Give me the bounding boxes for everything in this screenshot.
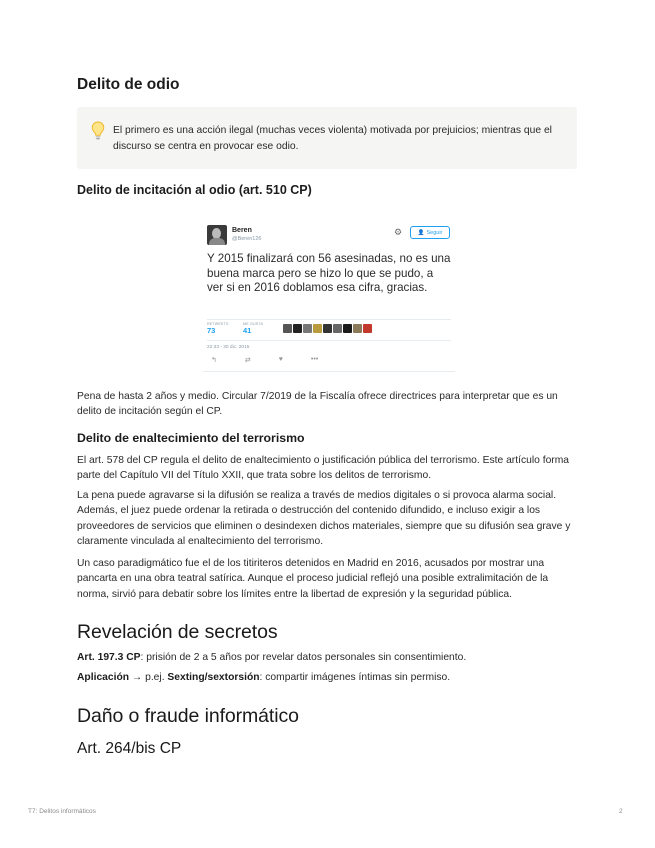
tweet-embed-image xyxy=(203,219,455,372)
avatar xyxy=(303,324,312,333)
heading-revelacion-secretos: Revelación de secretos xyxy=(77,621,278,643)
lightbulb-icon xyxy=(91,121,105,141)
sexting-bold: Sexting/sextorsión xyxy=(167,672,260,683)
retweets-label: RETWEETS xyxy=(207,322,229,326)
gear-icon: ⚙ xyxy=(394,227,403,237)
heading-delito-odio: Delito de odio xyxy=(77,76,180,93)
heading-art-264: Art. 264/bis CP xyxy=(77,740,182,757)
paragraph-3: Un caso paradigmático fue el de los titiriteros detenidos en Madrid en 2016, acusados por mostrar una pancarta en una obra teatral satírica. Aunque el proceso judicial reflejó una posible extralimitación de la norma, sirvió para debatir sobre los límites entre la libertad de expresión y la seguridad pública. xyxy=(77,558,549,600)
tweet-stats xyxy=(207,319,451,341)
tweet-date: 22:33 - 30 dic. 2015 xyxy=(207,345,250,350)
avatar xyxy=(333,324,342,333)
follow-label: Seguir xyxy=(426,229,443,236)
retweet-icon: ⇄ xyxy=(244,357,251,364)
aplicacion-paragraph xyxy=(77,670,577,685)
avatar xyxy=(283,324,292,333)
follow-button xyxy=(410,226,450,239)
paragraph-2: La pena puede agravarse si la difusión se realiza a través de medios digitales o si provoca alarma social. Además, el juez puede ordenar la retirada o destrucción del contenido difundido, e incluso exigir a los proveedores de servicios que eliminen o desindexen dichos materiales, siempre que su difusión sea grave y claramente vinculada al enaltecimiento del terrorismo. xyxy=(77,490,571,547)
likes-label: ME GUSTA xyxy=(243,322,264,326)
tweet-author-handle: @Beren126 xyxy=(232,236,262,242)
avatar xyxy=(323,324,332,333)
liker-avatars xyxy=(283,324,372,333)
avatar xyxy=(207,225,227,245)
avatar xyxy=(343,324,352,333)
avatar xyxy=(363,324,372,333)
avatar xyxy=(313,324,322,333)
heading-enaltecimiento: Delito de enaltecimiento del terrorismo xyxy=(77,431,305,445)
retweets-stat xyxy=(207,322,229,335)
tweet-text: Y 2015 finalizará con 56 asesinadas, no es una buena marca pero se hizo lo que se pudo, a ver si en 2016 doblamos esa cifra, gracias. xyxy=(207,252,451,294)
likes-count: 41 xyxy=(243,326,252,335)
heading-incitacion: Delito de incitación al odio (art. 510 CP) xyxy=(77,183,312,197)
art-197-text: : prisión de 2 a 5 años por revelar datos personales sin consentimiento. xyxy=(140,652,467,663)
art-197-paragraph xyxy=(77,650,577,665)
art-197-bold: Art. 197.3 CP xyxy=(77,652,141,663)
avatar xyxy=(293,324,302,333)
aplicacion-mid: → p.ej. xyxy=(129,672,168,683)
reply-icon: ↰ xyxy=(211,357,217,364)
more-icon: ••• xyxy=(310,356,319,363)
paragraph-1: El art. 578 del CP regula el delito de enaltecimiento o justificación pública del terrorismo. Este artículo forma parte del Capítulo VII del Título XXII, que trata sobre los delitos de terrorismo. xyxy=(77,455,570,482)
pena-paragraph: Pena de hasta 2 años y medio. Circular 7/2019 de la Fiscalía ofrece directrices para interpretar que es un delito de incitación según el CP. xyxy=(77,391,558,418)
aplicacion-bold: Aplicación xyxy=(77,672,130,683)
tweet-actions xyxy=(211,356,318,364)
tweet-author-name: Beren xyxy=(232,227,252,234)
add-user-icon: 👤 xyxy=(417,229,425,236)
callout-text: El primero es una acción ilegal (muchas veces violenta) motivada por prejuicios; mientras que el discurso se centra en provocar ese odio. xyxy=(113,125,552,152)
page-number: 2 xyxy=(619,808,623,815)
aplicacion-text: : compartir imágenes íntimas sin permiso. xyxy=(259,672,451,683)
heart-icon: ♥ xyxy=(278,356,283,363)
footer-title: T7: Delitos informáticos xyxy=(28,808,96,815)
retweets-count: 73 xyxy=(207,326,216,335)
likes-stat xyxy=(243,322,263,335)
avatar xyxy=(353,324,362,333)
heading-dano-fraude: Daño o fraude informático xyxy=(77,705,299,727)
callout-box xyxy=(77,107,577,169)
